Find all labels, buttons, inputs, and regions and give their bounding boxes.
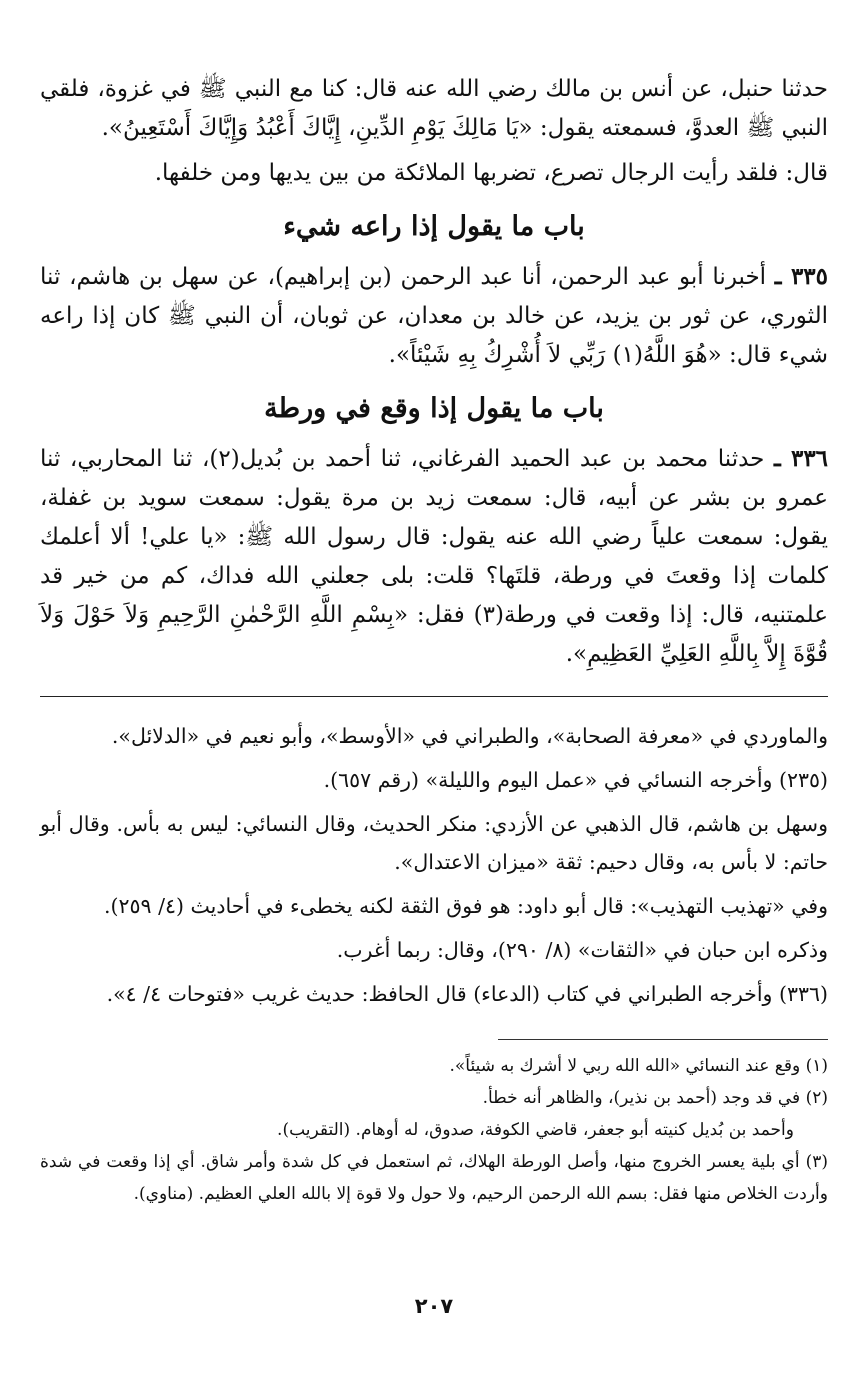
note-line: (٣٣٦) وأخرجه الطبراني في كتاب (الدعاء) قال الحافظ: حديث غريب «فتوحات ٤/ ٤». (106, 982, 828, 1006)
note-line: وفي «تهذيب التهذيب»: قال أبو داود: هو فوق الثقة لكنه يخطىء في أحاديث (٤/ ٢٥٩). (104, 894, 828, 918)
hadith-number-335: ٣٣٥ ـ (774, 263, 829, 290)
hadith-335-text: أخبرنا أبو عبد الرحمن، أنا عبد الرحمن (بن إبراهيم)، عن سهل بن هاشم، ثنا الثوري، عن ثور بن يزيد، عن خالد بن معدان، عن ثوبان، أن النبي ﷺ كان إذا راعه شيء قال: «هُوَ اللَّهُ(١) رَبِّي لاَ أُشْرِكُ بِهِ شَيْئاً». (40, 264, 828, 368)
paragraph-hadith-continued: حدثنا حنبل، عن أنس بن مالك رضي الله عنه قال: كنا مع النبي ﷺ في غزوة، فلقي النبي ﷺ العدوَّ، فسمعته يقول: «يَا مَالِكَ يَوْمِ الدِّينِ، إِيَّاكَ أَعْبُدُ وَإِيَّاكَ أَسْتَعِينُ». (40, 76, 828, 141)
note-line: والماوردي في «معرفة الصحابة»، والطبراني في «الأوسط»، وأبو نعيم في «الدلائل». (111, 724, 828, 748)
page-number: ٢٠٧ (414, 1294, 454, 1318)
note-line: (٢٣٥) وأخرجه النسائي في «عمل اليوم والليلة» (رقم ٦٥٧). (323, 768, 828, 792)
paragraph-hadith-end: قال: فلقد رأيت الرجال تصرع، تضربها الملائكة من بين يديها ومن خلفها. (154, 160, 828, 186)
chapter-heading-fright: باب ما يقول إذا راعه شيء (283, 211, 585, 242)
hadith-336 (40, 439, 828, 674)
editor-notes (40, 717, 828, 1013)
note-line: وذكره ابن حبان في «الثقات» (٨/ ٢٩٠)، وقال: ربما أغرب. (336, 938, 828, 962)
footnote-1: (١) وقع عند النسائي «الله الله ربي لا أشرك به شيئاً». (449, 1056, 828, 1076)
main-text (40, 70, 828, 674)
footnotes (40, 1050, 828, 1210)
footnote-3: (٣) أي بلية يعسر الخروج منها، وأصل الورطة الهلاك، ثم استعمل في كل شدة وأمر شاق. أي إذا وقعت في شدة وأردت الخلاص منها فقل: بسم الله الرحمن الرحيم، ولا حول ولا قوة إلا بالله العلي العظيم. (مناوي). (40, 1152, 828, 1204)
hadith-336-text: حدثنا محمد بن عبد الحميد الفرغاني، ثنا أحمد بن بُديل(٢)، ثنا المحاربي، ثنا عمرو بن بشر عن أبيه، قال: سمعت زيد بن مرة يقول: سمعت سويد بن غفلة، يقول: سمعت علياً رضي الله عنه يقول: قال رسول الله ﷺ: «يا علي! ألا أعلمك كلمات إذا وقعتَ في ورطة، قلتَها؟ قلت: بلى جعلني الله فداك، كم من خير قد علمتنيه، قال: إذا وقعت في ورطة(٣) فقل: «بِسْمِ اللَّهِ الرَّحْمٰنِ الرَّحِيمِ وَلاَ حَوْلَ وَلاَ قُوَّةَ إِلاَّ بِاللَّهِ العَلِيِّ العَظِيمِ». (40, 446, 828, 667)
footnotes-divider (498, 1039, 828, 1040)
notes-divider (40, 696, 828, 697)
hadith-number-336: ٣٣٦ ـ (773, 445, 829, 472)
hadith-335 (40, 257, 828, 375)
book-page (40, 70, 828, 1210)
note-line: وسهل بن هاشم، قال الذهبي عن الأزدي: منكر الحديث، وقال النسائي: ليس به بأس. وقال أبو حاتم: لا بأس به، وقال دحيم: ثقة «ميزان الاعتدال». (40, 812, 828, 874)
footnote-2-continued: وأحمد بن بُديل كنيته أبو جعفر، قاضي الكوفة، صدوق، له أوهام. (التقريب). (277, 1120, 794, 1140)
chapter-heading-predicament: باب ما يقول إذا وقع في ورطة (264, 393, 604, 424)
footnote-2: (٢) في قد وجد (أحمد بن نذير)، والظاهر أنه خطأ. (482, 1088, 828, 1108)
